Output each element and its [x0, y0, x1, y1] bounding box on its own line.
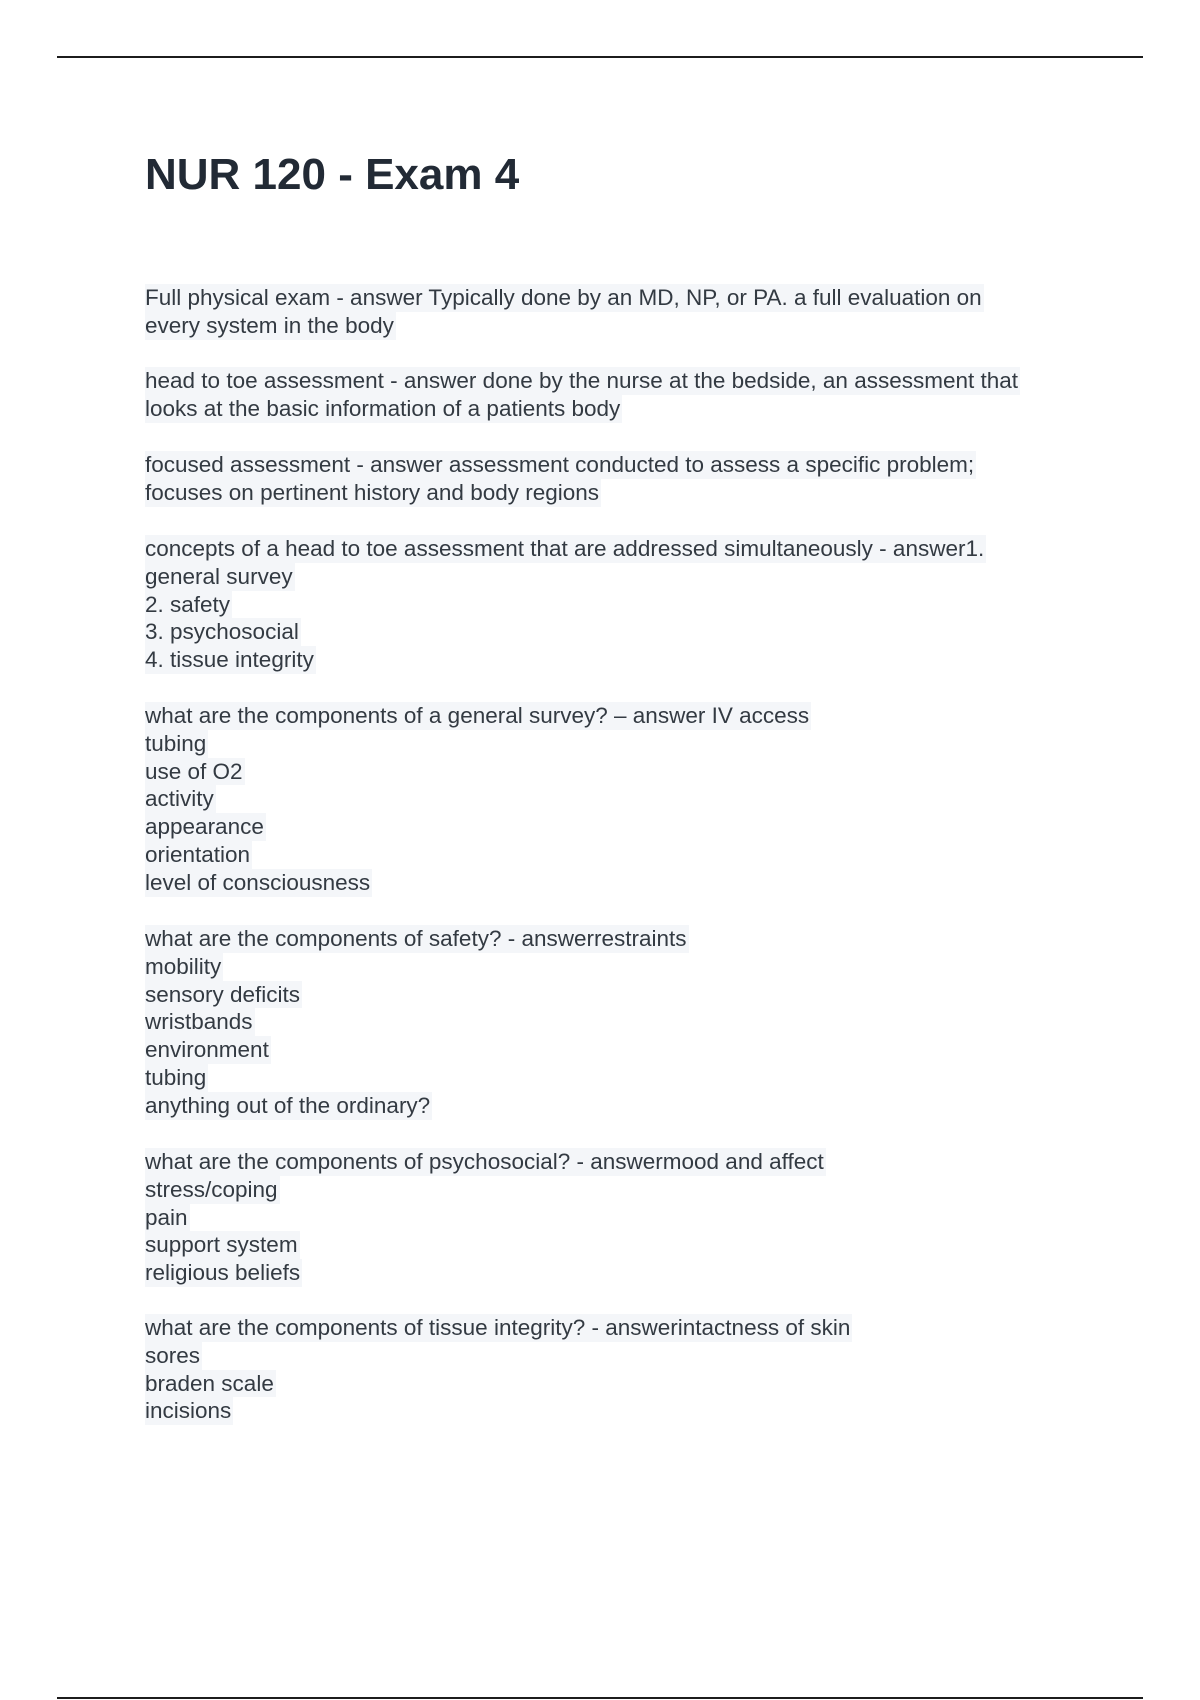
entry-line: level of consciousness — [145, 869, 371, 895]
entry-line: sensory deficits — [145, 981, 301, 1007]
entry-line: wristbands — [145, 1009, 253, 1035]
entry-line: pain — [145, 1204, 188, 1230]
entry-line: concepts of a head to toe assessment that are addressed simultaneously - answer1. — [145, 536, 985, 561]
entry-line: 4. tissue integrity — [145, 647, 314, 673]
qa-entry-full-physical-exam — [145, 284, 1105, 340]
entry-line: what are the components of safety? - answerrestraints — [145, 926, 687, 951]
qa-entry-psychosocial — [145, 1148, 1105, 1287]
entry-line: stress/coping — [145, 1176, 278, 1202]
entry-line: use of O2 — [145, 758, 243, 784]
entry-line: 2. safety — [145, 591, 231, 617]
entry-line: sores — [145, 1342, 201, 1368]
entry-line: environment — [145, 1037, 269, 1063]
entry-line: anything out of the ordinary? — [145, 1092, 431, 1118]
entry-line: appearance — [145, 814, 264, 840]
entry-line: support system — [145, 1232, 298, 1258]
qa-entry-concepts — [145, 535, 1105, 674]
entry-line: general survey — [145, 563, 293, 589]
bottom-rule — [57, 1697, 1143, 1699]
entry-line: incisions — [145, 1398, 232, 1424]
entry-line: looks at the basic information of a patients body — [145, 395, 621, 421]
entry-line: activity — [145, 786, 214, 812]
qa-entry-tissue-integrity — [145, 1314, 1105, 1425]
entry-line: Full physical exam - answer Typically done by an MD, NP, or PA. a full evaluation on — [145, 285, 982, 310]
qa-entry-general-survey — [145, 702, 1105, 897]
top-rule — [57, 56, 1143, 58]
entry-line: what are the components of psychosocial? - answermood and affect — [145, 1149, 824, 1174]
entry-line: every system in the body — [145, 312, 394, 338]
page-title: NUR 120 - Exam 4 — [145, 150, 520, 199]
entry-line: what are the components of tissue integrity? - answerintactness of skin — [145, 1315, 851, 1340]
entry-line: orientation — [145, 841, 251, 867]
entry-line: religious beliefs — [145, 1260, 301, 1286]
entry-line: focused assessment - answer assessment conducted to assess a specific problem; — [145, 452, 975, 477]
qa-entry-focused-assessment — [145, 451, 1105, 507]
entry-line: focuses on pertinent history and body regions — [145, 479, 600, 505]
qa-entry-safety — [145, 925, 1105, 1120]
entry-line: head to toe assessment - answer done by the nurse at the bedside, an assessment that — [145, 368, 1019, 393]
qa-entry-head-to-toe — [145, 367, 1105, 423]
entry-line: tubing — [145, 730, 207, 756]
entry-line: tubing — [145, 1064, 207, 1090]
entry-line: braden scale — [145, 1370, 274, 1396]
entry-line: mobility — [145, 953, 222, 979]
entry-line: 3. psychosocial — [145, 619, 299, 645]
entry-line: what are the components of a general survey? – answer IV access — [145, 703, 810, 728]
